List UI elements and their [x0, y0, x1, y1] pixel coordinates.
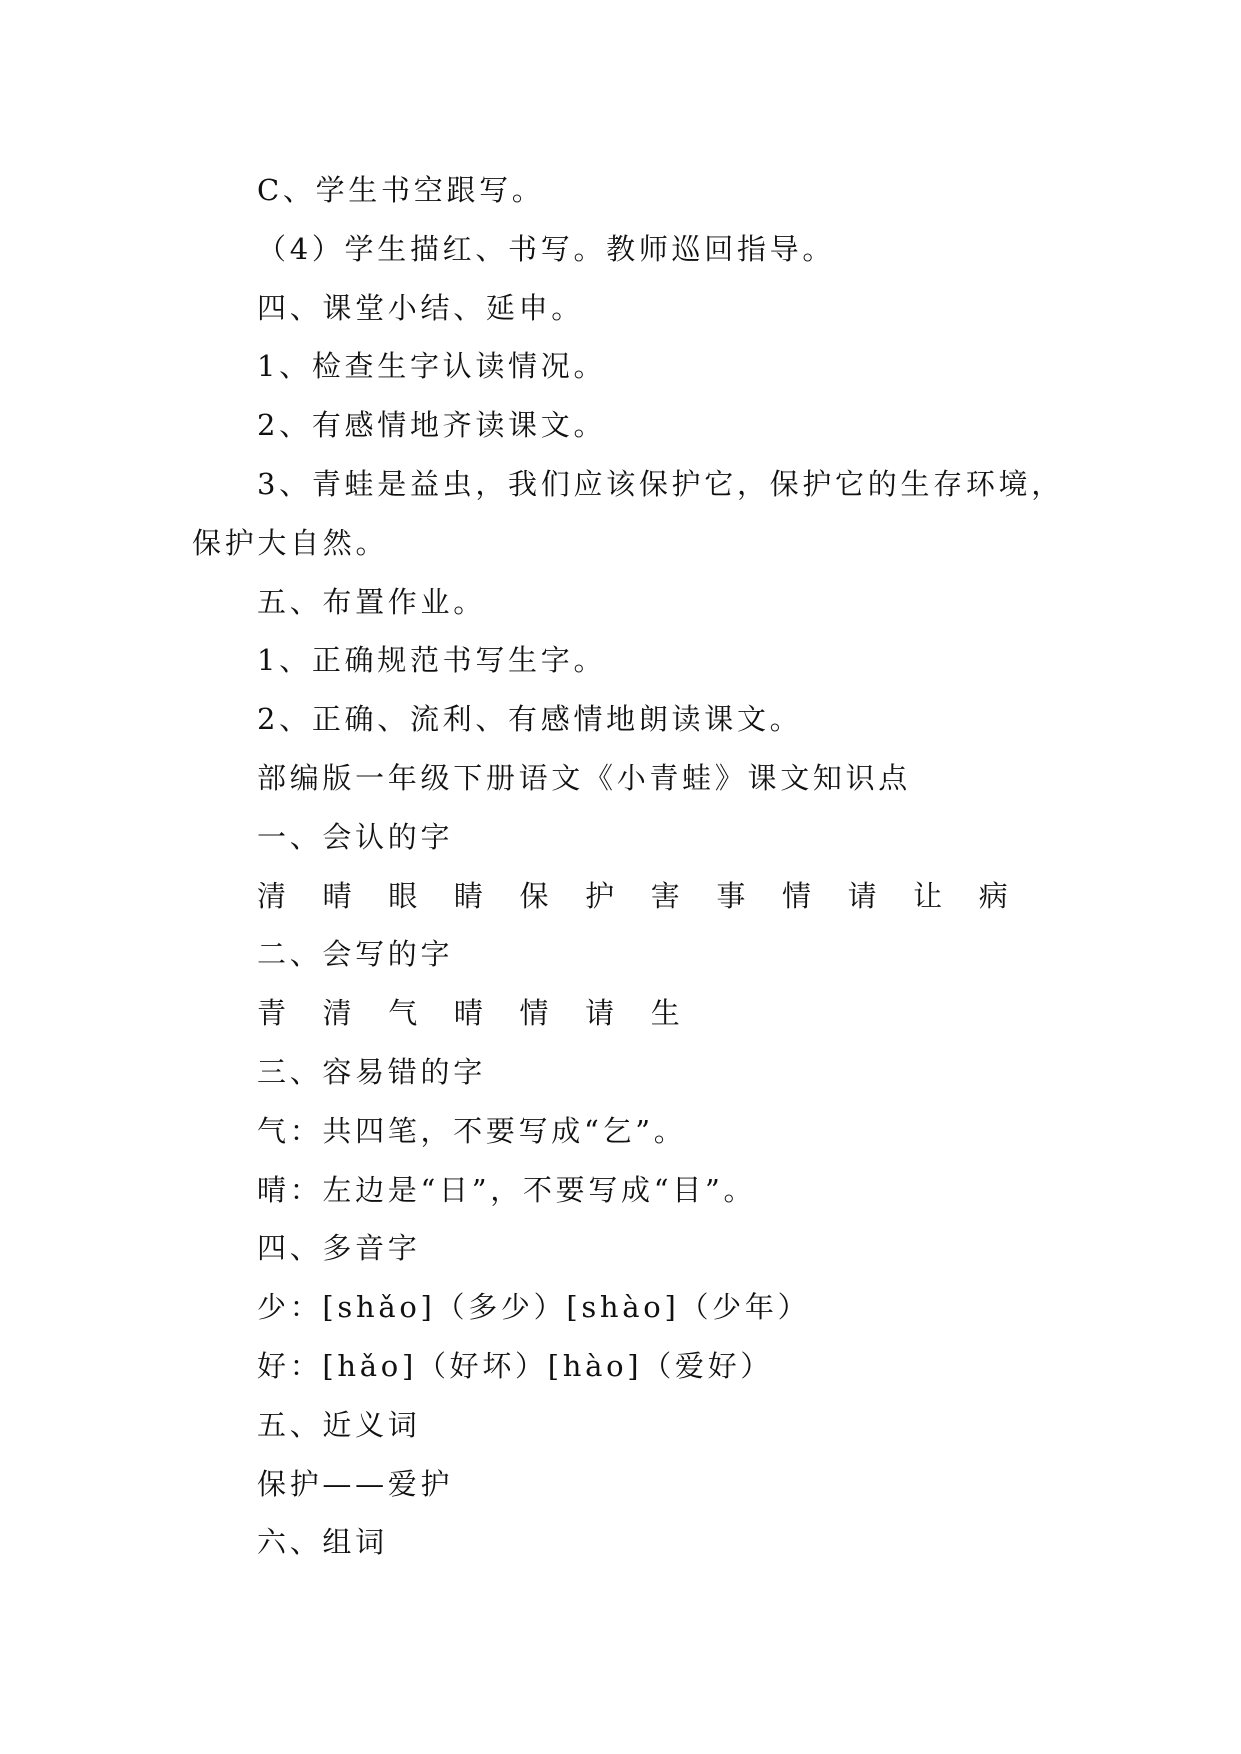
heading-synonyms: 五、近义词 [257, 1407, 421, 1442]
heading-word-building: 六、组词 [257, 1525, 388, 1560]
heading-recognize-chars: 一、会认的字 [257, 819, 454, 854]
synonym-pair: 保护——爱护 [257, 1466, 454, 1501]
error-prone-qi: 气：共四笔，不要写成“乞”。 [257, 1113, 687, 1148]
polyphonic-shao: 少：[shǎo]（多少）[shào]（少年） [257, 1290, 811, 1325]
document-page [192, 161, 1087, 1572]
write-chars-list: 青 清 气 晴 情 请 生 [257, 996, 684, 1031]
step-c-line: C、学生书空跟写。 [257, 173, 545, 207]
section-heading-summary: 四、课堂小结、延申。 [257, 290, 585, 325]
recognize-chars-list: 清 晴 眼 睛 保 护 害 事 情 请 让 病 [257, 878, 1012, 913]
homework-item-1: 1、正确规范书写生字。 [257, 643, 607, 678]
section-heading-homework: 五、布置作业。 [257, 584, 486, 619]
summary-item-3: 3、青蛙是益虫，我们应该保护它，保护它的生存环境，保护大自然。 [192, 466, 1064, 560]
error-prone-qing: 晴：左边是“日”，不要写成“目”。 [257, 1172, 757, 1207]
summary-item-2: 2、有感情地齐读课文。 [257, 408, 607, 443]
heading-error-prone-chars: 三、容易错的字 [257, 1054, 486, 1089]
polyphonic-hao: 好：[hǎo]（好坏）[hào]（爱好） [257, 1348, 774, 1383]
summary-item-1: 1、检查生字认读情况。 [257, 349, 607, 384]
heading-polyphonic-chars: 四、多音字 [257, 1231, 421, 1266]
heading-write-chars: 二、会写的字 [257, 937, 454, 972]
step-4-line: （4）学生描红、书写。教师巡回指导。 [257, 231, 836, 266]
homework-item-2: 2、正确、流利、有感情地朗读课文。 [257, 702, 803, 737]
knowledge-title: 部编版一年级下册语文《小青蛙》课文知识点 [257, 760, 912, 795]
